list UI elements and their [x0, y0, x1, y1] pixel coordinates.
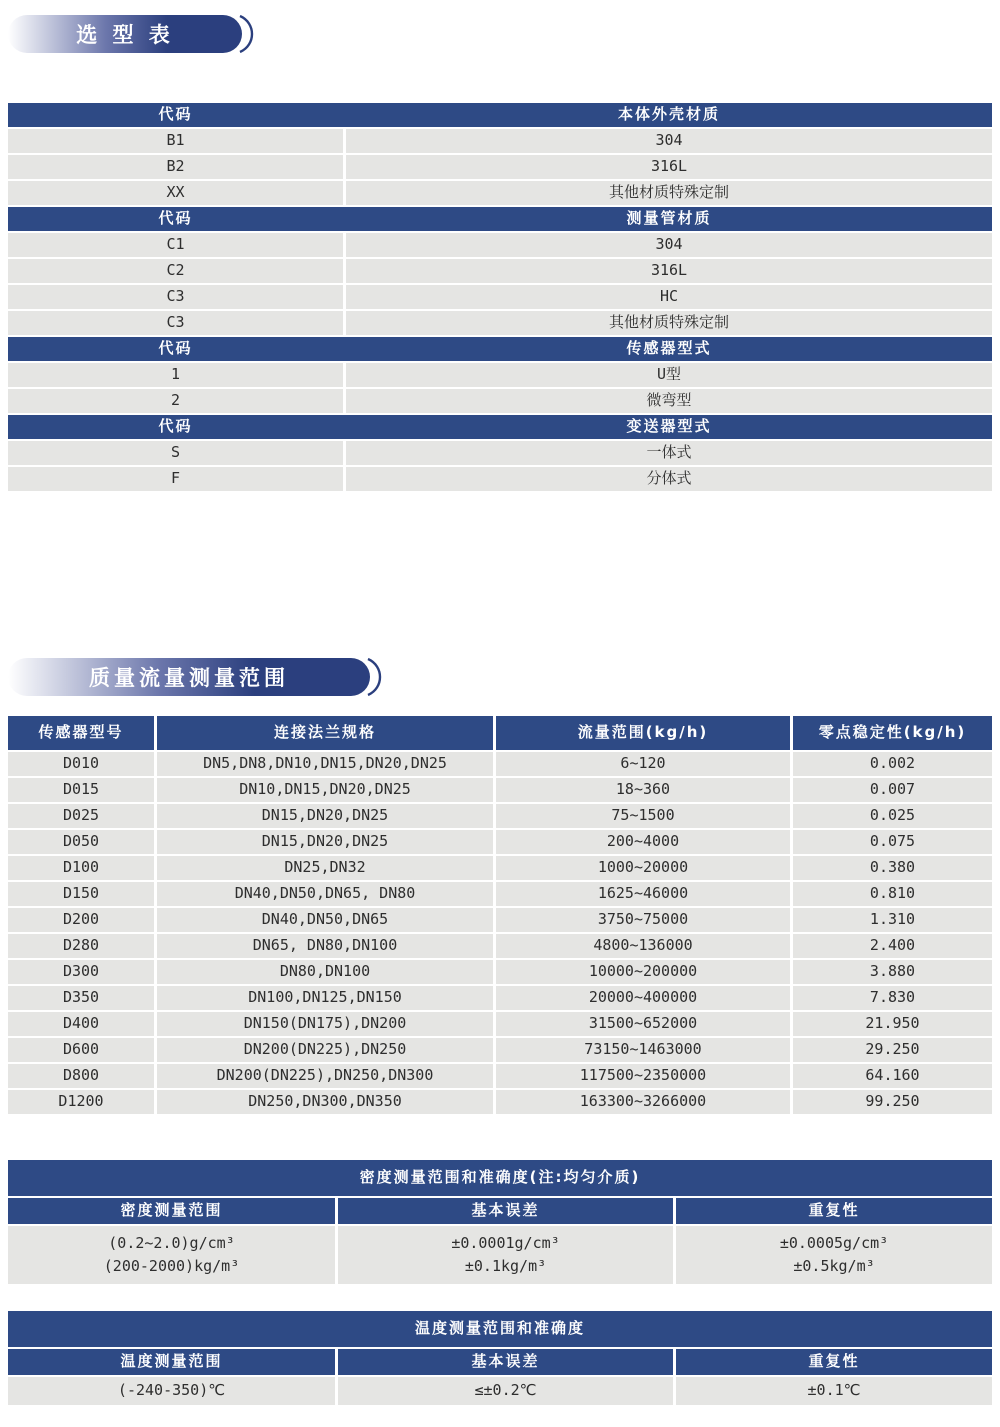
flow-cell-flange: DN15,DN20,DN25 — [157, 830, 493, 854]
table-row — [8, 285, 992, 309]
flow-cell-model: D300 — [8, 960, 154, 984]
flow-row — [8, 1090, 992, 1114]
table-row — [8, 389, 992, 413]
flow-cell-flange: DN25,DN32 — [157, 856, 493, 880]
flow-header-stability: 零点稳定性(kg/h) — [793, 716, 992, 750]
flow-cell-model: D800 — [8, 1064, 154, 1088]
flow-cell-flange: DN10,DN15,DN20,DN25 — [157, 778, 493, 802]
flow-header-row — [8, 716, 992, 750]
flow-cell-stability: 64.160 — [793, 1064, 992, 1088]
density-range-cell — [8, 1226, 335, 1284]
flow-row — [8, 752, 992, 776]
value-cell: 一体式 — [346, 441, 992, 465]
header-code-label: 代码 — [158, 209, 193, 228]
flow-cell-range: 163300~3266000 — [496, 1090, 790, 1114]
code-cell: C3 — [8, 311, 343, 335]
value-cell: HC — [346, 285, 992, 309]
temperature-range-cell: (-240-350)℃ — [8, 1377, 335, 1405]
temperature-header-error: 基本误差 — [338, 1349, 673, 1375]
flow-cell-model: D010 — [8, 752, 154, 776]
flow-cell-model: D400 — [8, 1012, 154, 1036]
flow-cell-stability: 2.400 — [793, 934, 992, 958]
flow-cell-range: 1625~46000 — [496, 882, 790, 906]
value-cell: 其他材质特殊定制 — [346, 311, 992, 335]
flow-cell-stability: 0.810 — [793, 882, 992, 906]
flow-cell-stability: 0.002 — [793, 752, 992, 776]
flow-cell-flange: DN40,DN50,DN65, DN80 — [157, 882, 493, 906]
table-row — [8, 441, 992, 465]
flow-cell-range: 6~120 — [496, 752, 790, 776]
density-table-title: 密度测量范围和准确度(注:均匀介质) — [359, 1168, 641, 1187]
flow-cell-range: 31500~652000 — [496, 1012, 790, 1036]
density-header-range: 密度测量范围 — [8, 1198, 335, 1224]
temperature-accuracy-table — [8, 1311, 992, 1405]
flow-cell-range: 10000~200000 — [496, 960, 790, 984]
density-error-line1: ±0.0001g/cm³ — [451, 1234, 560, 1253]
flow-cell-stability: 0.007 — [793, 778, 992, 802]
table-row — [8, 311, 992, 335]
density-data-row — [8, 1226, 992, 1284]
flow-cell-stability: 99.250 — [793, 1090, 992, 1114]
flow-row — [8, 856, 992, 880]
flow-header-model: 传感器型号 — [8, 716, 154, 750]
group-header-row — [8, 103, 992, 127]
table-row — [8, 181, 992, 205]
header-code-label: 代码 — [158, 417, 193, 436]
table-row — [8, 129, 992, 153]
flow-cell-range: 18~360 — [496, 778, 790, 802]
flow-cell-model: D1200 — [8, 1090, 154, 1114]
flow-cell-model: D015 — [8, 778, 154, 802]
code-cell: C3 — [8, 285, 343, 309]
flow-cell-model: D200 — [8, 908, 154, 932]
flow-row — [8, 960, 992, 984]
flow-range-table — [8, 716, 992, 1114]
banner-swoosh-arc — [367, 656, 389, 698]
flow-row — [8, 882, 992, 906]
density-repeatability-line1: ±0.0005g/cm³ — [779, 1234, 889, 1253]
flow-cell-flange: DN200(DN225),DN250 — [157, 1038, 493, 1062]
code-cell: XX — [8, 181, 343, 205]
temperature-header-range: 温度测量范围 — [8, 1349, 335, 1375]
banner-swoosh-arc — [239, 13, 261, 55]
density-header-error: 基本误差 — [338, 1198, 673, 1224]
code-cell: B1 — [8, 129, 343, 153]
flow-cell-stability: 0.075 — [793, 830, 992, 854]
flow-row — [8, 934, 992, 958]
flow-cell-stability: 7.830 — [793, 986, 992, 1010]
flow-row — [8, 1012, 992, 1036]
value-cell: 304 — [346, 129, 992, 153]
value-cell: 316L — [346, 155, 992, 179]
flow-cell-flange: DN40,DN50,DN65 — [157, 908, 493, 932]
density-repeatability-line2: ±0.5kg/m³ — [793, 1256, 875, 1275]
header-value-label: 本体外壳材质 — [617, 105, 720, 124]
header-value-label: 变送器型式 — [626, 417, 712, 436]
density-error-line2: ±0.1kg/m³ — [464, 1256, 547, 1275]
flow-header-range: 流量范围(kg/h) — [496, 716, 790, 750]
table-row — [8, 363, 992, 387]
table-row — [8, 467, 992, 491]
flow-cell-stability: 1.310 — [793, 908, 992, 932]
flow-cell-model: D600 — [8, 1038, 154, 1062]
flow-cell-range: 20000~400000 — [496, 986, 790, 1010]
flow-cell-stability: 0.025 — [793, 804, 992, 828]
flow-cell-flange: DN65, DN80,DN100 — [157, 934, 493, 958]
flow-row — [8, 1038, 992, 1062]
density-range-line1: (0.2~2.0)g/cm³ — [108, 1234, 235, 1253]
density-title-row — [8, 1160, 992, 1196]
flow-row — [8, 1064, 992, 1088]
flow-cell-flange: DN5,DN8,DN10,DN15,DN20,DN25 — [157, 752, 493, 776]
section-title: 选 型 表 — [76, 23, 174, 47]
table-row — [8, 259, 992, 283]
flow-cell-range: 3750~75000 — [496, 908, 790, 932]
density-range-line2: (200-2000)kg/m³ — [103, 1256, 240, 1275]
flow-cell-flange: DN80,DN100 — [157, 960, 493, 984]
section-title: 质量流量测量范围 — [89, 666, 289, 690]
temperature-error-cell: ≤±0.2℃ — [338, 1377, 673, 1405]
flow-cell-model: D350 — [8, 986, 154, 1010]
group-header-row — [8, 415, 992, 439]
temperature-title-row — [8, 1311, 992, 1347]
flow-cell-range: 4800~136000 — [496, 934, 790, 958]
density-header-row — [8, 1198, 992, 1224]
code-cell: C2 — [8, 259, 343, 283]
table-row — [8, 233, 992, 257]
code-cell: S — [8, 441, 343, 465]
flow-cell-flange: DN15,DN20,DN25 — [157, 804, 493, 828]
flow-cell-flange: DN150(DN175),DN200 — [157, 1012, 493, 1036]
value-cell: 微弯型 — [346, 389, 992, 413]
flow-cell-model: D100 — [8, 856, 154, 880]
flow-cell-model: D025 — [8, 804, 154, 828]
value-cell: 304 — [346, 233, 992, 257]
flow-row — [8, 908, 992, 932]
flow-cell-range: 117500~2350000 — [496, 1064, 790, 1088]
value-cell: 分体式 — [346, 467, 992, 491]
flow-cell-range: 73150~1463000 — [496, 1038, 790, 1062]
density-repeatability-cell — [676, 1226, 992, 1284]
flow-cell-flange: DN100,DN125,DN150 — [157, 986, 493, 1010]
section-banner-flow-range — [8, 658, 370, 696]
flow-cell-stability: 3.880 — [793, 960, 992, 984]
temperature-header-row — [8, 1349, 992, 1375]
flow-cell-flange: DN250,DN300,DN350 — [157, 1090, 493, 1114]
flow-row — [8, 804, 992, 828]
flow-row — [8, 778, 992, 802]
flow-cell-stability: 0.380 — [793, 856, 992, 880]
code-cell: C1 — [8, 233, 343, 257]
value-cell: 其他材质特殊定制 — [346, 181, 992, 205]
value-cell: 316L — [346, 259, 992, 283]
code-cell: 2 — [8, 389, 343, 413]
flow-cell-range: 75~1500 — [496, 804, 790, 828]
table-row — [8, 155, 992, 179]
flow-cell-flange: DN200(DN225),DN250,DN300 — [157, 1064, 493, 1088]
flow-row — [8, 986, 992, 1010]
flow-cell-range: 200~4000 — [496, 830, 790, 854]
flow-row — [8, 830, 992, 854]
value-cell: U型 — [346, 363, 992, 387]
selection-table — [8, 103, 992, 491]
flow-cell-model: D050 — [8, 830, 154, 854]
density-accuracy-table — [8, 1160, 992, 1284]
flow-cell-range: 1000~20000 — [496, 856, 790, 880]
temperature-header-repeatability: 重复性 — [676, 1349, 992, 1375]
code-cell: 1 — [8, 363, 343, 387]
flow-cell-model: D150 — [8, 882, 154, 906]
code-cell: B2 — [8, 155, 343, 179]
header-value-label: 传感器型式 — [626, 339, 712, 358]
flow-header-flange: 连接法兰规格 — [157, 716, 493, 750]
flow-cell-stability: 29.250 — [793, 1038, 992, 1062]
temperature-table-title: 温度测量范围和准确度 — [414, 1319, 585, 1338]
flow-cell-stability: 21.950 — [793, 1012, 992, 1036]
density-error-cell — [338, 1226, 673, 1284]
header-code-label: 代码 — [158, 105, 193, 124]
section-banner-selection — [8, 15, 242, 53]
code-cell: F — [8, 467, 343, 491]
group-header-row — [8, 207, 992, 231]
temperature-data-row — [8, 1377, 992, 1405]
header-code-label: 代码 — [158, 339, 193, 358]
header-value-label: 测量管材质 — [626, 209, 712, 228]
group-header-row — [8, 337, 992, 361]
temperature-repeatability-cell: ±0.1℃ — [676, 1377, 992, 1405]
flow-cell-model: D280 — [8, 934, 154, 958]
density-header-repeatability: 重复性 — [676, 1198, 992, 1224]
